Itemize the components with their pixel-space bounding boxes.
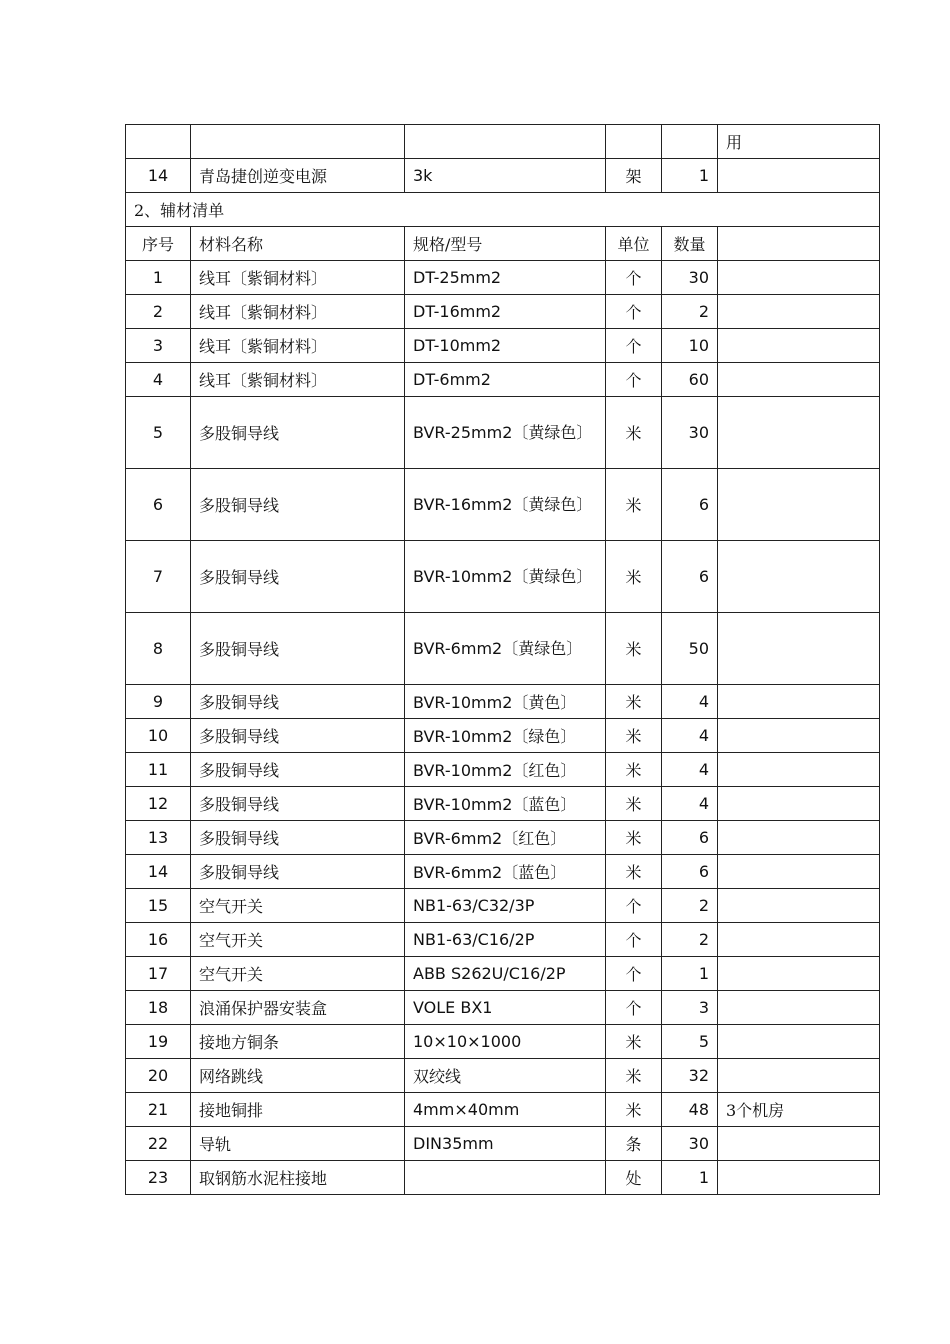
table-row [126, 1025, 880, 1059]
quantity-cell: 3 [662, 991, 718, 1025]
note-cell [718, 821, 880, 855]
header-note [718, 227, 880, 261]
quantity-cell: 30 [662, 1127, 718, 1161]
spec-model-cell: BVR-25mm2〔黄绿色〕 [405, 397, 606, 469]
quantity-cell: 2 [662, 923, 718, 957]
material-name-cell: 浪涌保护器安装盒 [191, 991, 405, 1025]
quantity-cell: 4 [662, 719, 718, 753]
serial-number-cell: 13 [126, 821, 191, 855]
material-name-cell: 多股铜导线 [191, 821, 405, 855]
serial-number-cell: 11 [126, 753, 191, 787]
table-row [126, 261, 880, 295]
note-cell [718, 719, 880, 753]
table-row [126, 125, 880, 159]
table-row [126, 469, 880, 541]
material-name-cell: 线耳〔紫铜材料〕 [191, 363, 405, 397]
table-row [126, 193, 880, 227]
quantity-cell: 1 [662, 1161, 718, 1195]
quantity-cell: 2 [662, 295, 718, 329]
table-row [126, 329, 880, 363]
note-cell [718, 295, 880, 329]
serial-number-cell: 7 [126, 541, 191, 613]
quantity-cell: 32 [662, 1059, 718, 1093]
unit-cell: 个 [606, 889, 662, 923]
unit-cell: 个 [606, 329, 662, 363]
table-row [126, 991, 880, 1025]
note-cell [718, 685, 880, 719]
unit-cell: 米 [606, 469, 662, 541]
table-row [126, 957, 880, 991]
header-spec-model: 规格/型号 [405, 227, 606, 261]
header-serial-number: 序号 [126, 227, 191, 261]
serial-number-cell: 14 [126, 159, 191, 193]
serial-number-cell: 5 [126, 397, 191, 469]
serial-number-cell: 18 [126, 991, 191, 1025]
note-cell [718, 613, 880, 685]
table-row [126, 685, 880, 719]
quantity-cell: 6 [662, 821, 718, 855]
material-name-cell: 青岛捷创逆变电源 [191, 159, 405, 193]
unit-cell: 米 [606, 685, 662, 719]
material-name-cell: 多股铜导线 [191, 397, 405, 469]
quantity-cell: 4 [662, 685, 718, 719]
unit-cell: 个 [606, 957, 662, 991]
quantity-cell: 6 [662, 469, 718, 541]
unit-cell: 个 [606, 363, 662, 397]
spec-model-cell [405, 125, 606, 159]
header-material-name: 材料名称 [191, 227, 405, 261]
spec-model-cell: 4mm×40mm [405, 1093, 606, 1127]
quantity-cell: 4 [662, 753, 718, 787]
material-name-cell: 空气开关 [191, 957, 405, 991]
table-row [126, 295, 880, 329]
spec-model-cell: BVR-10mm2〔蓝色〕 [405, 787, 606, 821]
serial-number-cell: 16 [126, 923, 191, 957]
quantity-cell: 5 [662, 1025, 718, 1059]
unit-cell: 米 [606, 753, 662, 787]
note-cell [718, 1127, 880, 1161]
spec-model-cell: DT-10mm2 [405, 329, 606, 363]
note-cell [718, 787, 880, 821]
quantity-cell: 48 [662, 1093, 718, 1127]
material-name-cell: 接地方铜条 [191, 1025, 405, 1059]
unit-cell: 米 [606, 613, 662, 685]
quantity-cell: 6 [662, 855, 718, 889]
spec-model-cell: DT-16mm2 [405, 295, 606, 329]
serial-number-cell: 12 [126, 787, 191, 821]
spec-model-cell: BVR-6mm2〔黄绿色〕 [405, 613, 606, 685]
material-name-cell: 多股铜导线 [191, 787, 405, 821]
unit-cell: 处 [606, 1161, 662, 1195]
unit-cell: 个 [606, 991, 662, 1025]
note-cell [718, 1161, 880, 1195]
quantity-cell: 30 [662, 397, 718, 469]
spec-model-cell: BVR-16mm2〔黄绿色〕 [405, 469, 606, 541]
note-cell [718, 363, 880, 397]
unit-cell: 个 [606, 261, 662, 295]
material-name-cell: 多股铜导线 [191, 753, 405, 787]
serial-number-cell: 2 [126, 295, 191, 329]
table-row [126, 787, 880, 821]
table-row [126, 397, 880, 469]
note-cell [718, 889, 880, 923]
materials-table-body [126, 125, 880, 1195]
unit-cell: 米 [606, 1093, 662, 1127]
spec-model-cell: 10×10×1000 [405, 1025, 606, 1059]
spec-model-cell: VOLE BX1 [405, 991, 606, 1025]
table-row [126, 889, 880, 923]
unit-cell: 米 [606, 397, 662, 469]
serial-number-cell: 22 [126, 1127, 191, 1161]
note-cell [718, 957, 880, 991]
unit-cell: 架 [606, 159, 662, 193]
quantity-cell: 50 [662, 613, 718, 685]
table-row [126, 855, 880, 889]
materials-table [125, 124, 880, 1195]
unit-cell: 米 [606, 855, 662, 889]
note-cell [718, 753, 880, 787]
table-row [126, 363, 880, 397]
quantity-cell: 1 [662, 159, 718, 193]
material-name-cell: 空气开关 [191, 889, 405, 923]
section-title: 2、辅材清单 [126, 193, 880, 227]
serial-number-cell: 10 [126, 719, 191, 753]
note-cell [718, 991, 880, 1025]
table-row [126, 227, 880, 261]
spec-model-cell: DT-25mm2 [405, 261, 606, 295]
table-row [126, 1059, 880, 1093]
material-name-cell: 多股铜导线 [191, 719, 405, 753]
spec-model-cell: BVR-6mm2〔红色〕 [405, 821, 606, 855]
serial-number-cell: 23 [126, 1161, 191, 1195]
note-cell [718, 261, 880, 295]
material-name-cell: 接地铜排 [191, 1093, 405, 1127]
material-name-cell: 线耳〔紫铜材料〕 [191, 261, 405, 295]
spec-model-cell [405, 1161, 606, 1195]
quantity-cell: 10 [662, 329, 718, 363]
material-name-cell: 空气开关 [191, 923, 405, 957]
material-name-cell: 线耳〔紫铜材料〕 [191, 329, 405, 363]
material-name-cell: 线耳〔紫铜材料〕 [191, 295, 405, 329]
serial-number-cell: 4 [126, 363, 191, 397]
table-row [126, 719, 880, 753]
spec-model-cell: DIN35mm [405, 1127, 606, 1161]
table-row [126, 1161, 880, 1195]
unit-cell: 个 [606, 295, 662, 329]
serial-number-cell: 3 [126, 329, 191, 363]
spec-model-cell: DT-6mm2 [405, 363, 606, 397]
material-name-cell: 导轨 [191, 1127, 405, 1161]
spec-model-cell: BVR-10mm2〔绿色〕 [405, 719, 606, 753]
unit-cell: 米 [606, 541, 662, 613]
note-cell [718, 923, 880, 957]
material-name-cell: 多股铜导线 [191, 855, 405, 889]
quantity-cell [662, 125, 718, 159]
note-cell [718, 469, 880, 541]
spec-model-cell: BVR-10mm2〔黄绿色〕 [405, 541, 606, 613]
serial-number-cell: 19 [126, 1025, 191, 1059]
spec-model-cell: BVR-10mm2〔红色〕 [405, 753, 606, 787]
note-cell [718, 1025, 880, 1059]
unit-cell: 条 [606, 1127, 662, 1161]
serial-number-cell: 20 [126, 1059, 191, 1093]
material-name-cell: 网络跳线 [191, 1059, 405, 1093]
table-row [126, 1127, 880, 1161]
note-cell [718, 329, 880, 363]
note-cell [718, 159, 880, 193]
unit-cell: 米 [606, 1025, 662, 1059]
unit-cell [606, 125, 662, 159]
header-unit: 单位 [606, 227, 662, 261]
table-row [126, 159, 880, 193]
header-quantity: 数量 [662, 227, 718, 261]
table-row [126, 541, 880, 613]
material-name-cell: 多股铜导线 [191, 685, 405, 719]
note-cell: 3个机房 [718, 1093, 880, 1127]
material-name-cell: 多股铜导线 [191, 613, 405, 685]
quantity-cell: 4 [662, 787, 718, 821]
material-name-cell: 多股铜导线 [191, 541, 405, 613]
note-cell: 用 [718, 125, 880, 159]
serial-number-cell: 9 [126, 685, 191, 719]
note-cell [718, 397, 880, 469]
note-cell [718, 855, 880, 889]
serial-number-cell: 14 [126, 855, 191, 889]
serial-number-cell: 21 [126, 1093, 191, 1127]
unit-cell: 米 [606, 787, 662, 821]
quantity-cell: 6 [662, 541, 718, 613]
quantity-cell: 30 [662, 261, 718, 295]
spec-model-cell: NB1-63/C16/2P [405, 923, 606, 957]
spec-model-cell: BVR-6mm2〔蓝色〕 [405, 855, 606, 889]
spec-model-cell: 3k [405, 159, 606, 193]
spec-model-cell: ABB S262U/C16/2P [405, 957, 606, 991]
table-row [126, 1093, 880, 1127]
unit-cell: 个 [606, 923, 662, 957]
unit-cell: 米 [606, 719, 662, 753]
material-name-cell [191, 125, 405, 159]
material-name-cell: 多股铜导线 [191, 469, 405, 541]
table-row [126, 923, 880, 957]
note-cell [718, 1059, 880, 1093]
serial-number-cell: 6 [126, 469, 191, 541]
note-cell [718, 541, 880, 613]
spec-model-cell: NB1-63/C32/3P [405, 889, 606, 923]
table-row [126, 821, 880, 855]
serial-number-cell [126, 125, 191, 159]
table-row [126, 613, 880, 685]
quantity-cell: 1 [662, 957, 718, 991]
table-row [126, 753, 880, 787]
unit-cell: 米 [606, 821, 662, 855]
quantity-cell: 2 [662, 889, 718, 923]
serial-number-cell: 1 [126, 261, 191, 295]
material-name-cell: 取钢筋水泥柱接地 [191, 1161, 405, 1195]
serial-number-cell: 17 [126, 957, 191, 991]
unit-cell: 米 [606, 1059, 662, 1093]
spec-model-cell: 双绞线 [405, 1059, 606, 1093]
serial-number-cell: 15 [126, 889, 191, 923]
serial-number-cell: 8 [126, 613, 191, 685]
spec-model-cell: BVR-10mm2〔黄色〕 [405, 685, 606, 719]
quantity-cell: 60 [662, 363, 718, 397]
